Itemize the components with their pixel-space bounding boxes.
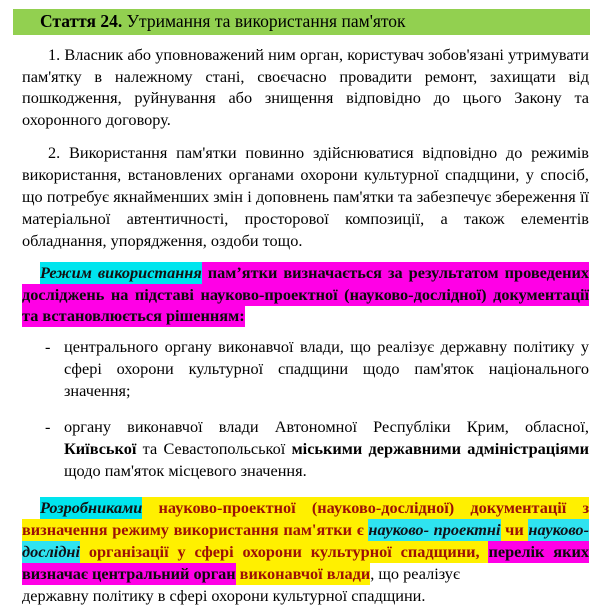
- highlighted-regime-block: [0, 262, 600, 327]
- highlight-segment-cyan-regime: Режим використання: [40, 262, 202, 282]
- paragraph-2: 2. Використання пам'ятки повинно здійснюватися відповідно до режимів використання, встановлених органами охорони культурної спадщини, у спосіб, що потребує якнайменших змін і доповнень пам'ятки та забезпечує збереження її матеріальної автентичності, просторової композиції, а також елементів обладнання, упорядження, оздоби тощо.: [22, 143, 589, 250]
- list-item: [0, 336, 589, 402]
- list-item-text-part: та Севастопольської: [136, 438, 292, 458]
- list-item-text: центрального органу виконавчої влади, що реалізує державну політику у сфері охорони культурної спадщини щодо пам'яток національного значення;: [64, 337, 589, 400]
- highlight-segment-magenta-gap: [202, 262, 208, 284]
- highlight-segment-cyan-research: науково-дослідні: [22, 520, 589, 562]
- article-heading-bar: [13, 9, 590, 35]
- highlight-segment-cyan-design: науково- проектні: [368, 520, 501, 540]
- list-item-text-part: органу виконавчої влади Автономної Республіки Крим, обласної,: [64, 416, 589, 436]
- highlight-segment-yellow-2: чи: [500, 520, 529, 540]
- list-item-bold-kyiv: Київської: [64, 438, 137, 458]
- highlight-segment-cyan-developers: Розробниками: [40, 498, 143, 518]
- dash-list: [0, 336, 600, 481]
- final-paragraph-tail: державну політику в сфері охорони культурної спадщини.: [22, 586, 426, 606]
- article-title: Утримання та використання пам'яток: [126, 11, 406, 31]
- final-plain-tail-inline: , що реалізує: [370, 564, 460, 584]
- list-item-text-part: щодо пам'яток місцевого значення.: [64, 460, 307, 480]
- highlight-segment-yellow-3: організації у сфері охорони культурної спадщини,: [79, 542, 489, 562]
- dash-marker: -: [45, 337, 51, 357]
- final-highlighted-paragraph: [0, 497, 600, 585]
- list-item: [0, 416, 589, 482]
- highlight-segment-magenta-body: пам’ятки визначається за результатом проведених досліджень на підставі науково-проектної (науково-дослідної) документації та встановлюється рішенням:: [22, 262, 589, 326]
- list-item-bold-administrations: міськими державними адміністраціями: [291, 438, 589, 458]
- highlight-segment-yellow-1: науково-проектної (науково-дослідної) документації з визначення режиму використання пам'ятки є: [22, 498, 589, 540]
- paragraph-1: 1. Власник або уповноважений ним орган, користувач зобов'язані утримувати пам'ятку в належному стані, своєчасно провадити ремонт, захищати від пошкодження, руйнування або знищення відповідно до цього Закону та охоронного договору.: [22, 44, 589, 130]
- document-page: [0, 9, 600, 606]
- article-number: Стаття 24.: [40, 11, 123, 31]
- article-heading-text: [13, 11, 590, 32]
- highlight-segment-magenta-list: перелік яких визначає центральний орган: [22, 542, 589, 584]
- dash-marker: -: [45, 416, 51, 436]
- highlight-segment-yellow-4: виконавчої влади: [235, 564, 371, 584]
